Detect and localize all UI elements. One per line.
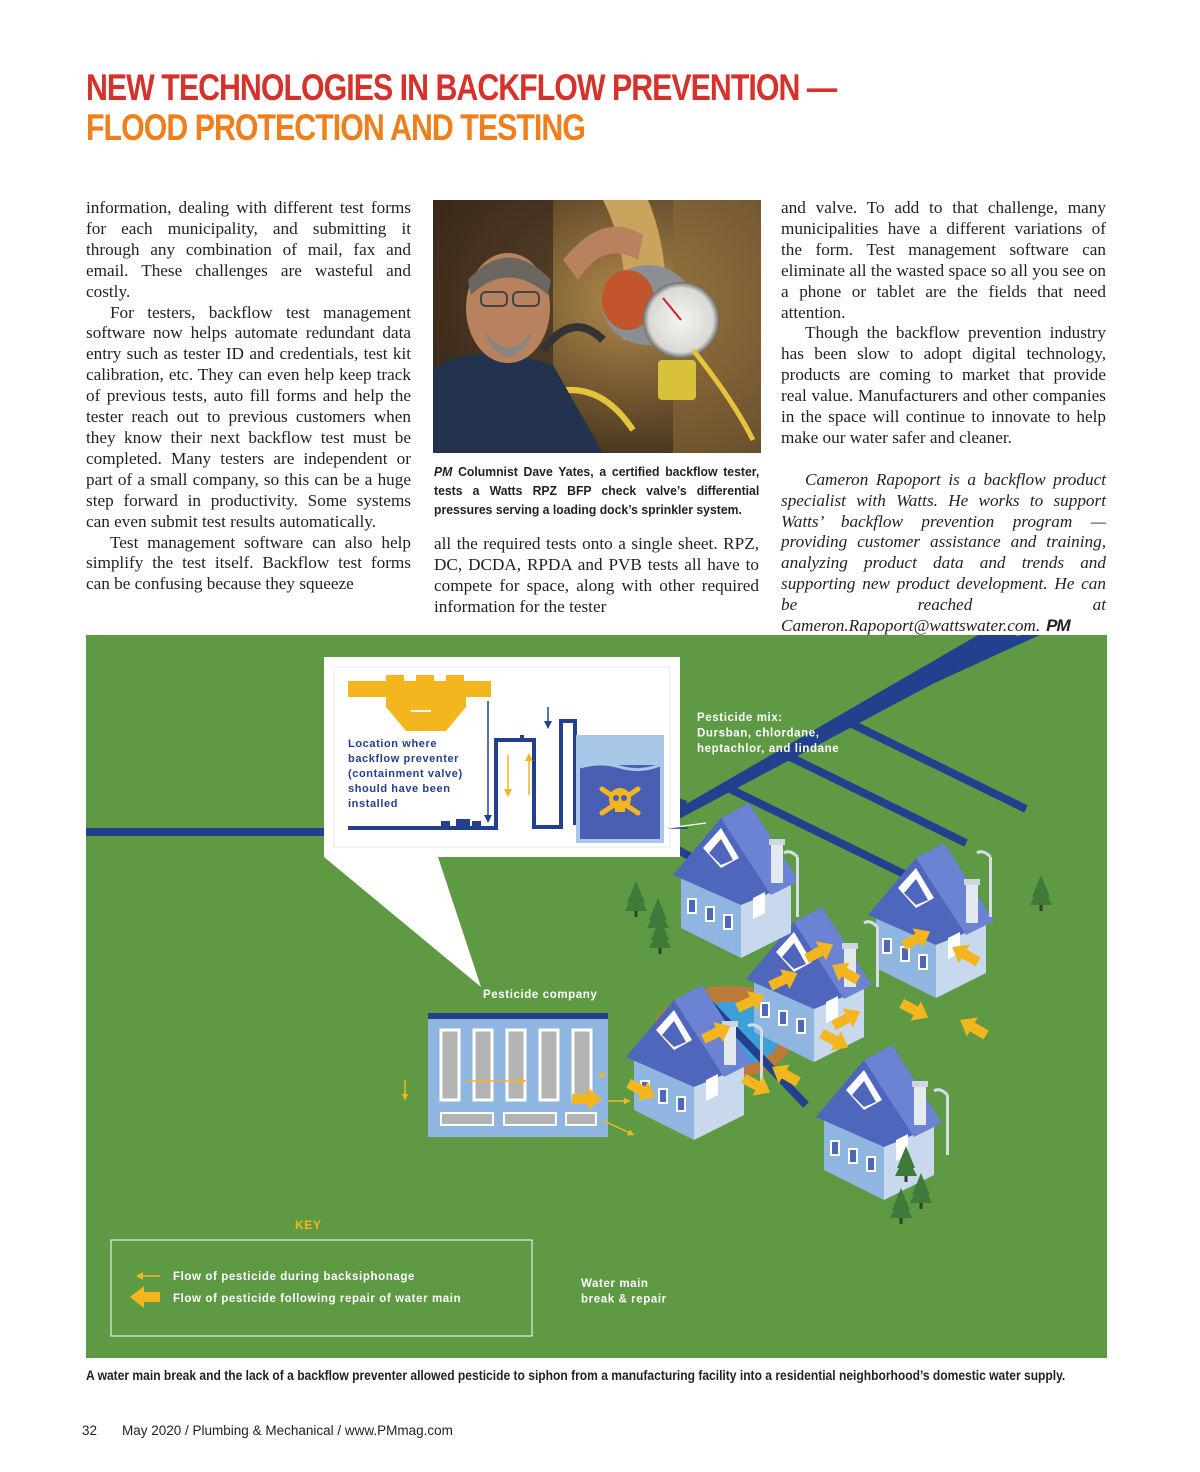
headline bbox=[86, 68, 836, 148]
pesticide-mix-label: heptachlor, and lindane bbox=[697, 743, 840, 755]
column3-paragraph-2: Though the backflow prevention industry has been slow to adopt digital technology, products are coming to market that provide real value. Manufacturers and other companies in the space will continue to innovate to help make our water safer and cleaner. bbox=[781, 323, 1106, 447]
figure-caption: A water main break and the lack of a backflow preventer allowed pesticide to siphon from a manufacturing facility into a residential neighborhood’s domestic water supply. bbox=[86, 1368, 1066, 1383]
column1-paragraph-3: Test management software can also help simplify the test itself. Backflow test forms can be confusing because they squeeze bbox=[86, 532, 411, 594]
pm-end-mark: PM bbox=[1046, 616, 1070, 636]
water-main-break-label: Water main bbox=[581, 1278, 649, 1290]
inset-label-line: backflow preventer bbox=[348, 753, 460, 765]
column1-paragraph-1: information, dealing with different test forms for each municipality, and submitting it through any combination of mail, fax and email. These challenges are wasteful and costly. bbox=[86, 198, 411, 301]
pesticide-mix-label: Dursban, chlordane, bbox=[697, 727, 820, 740]
pesticide-company-building bbox=[428, 1013, 608, 1137]
backflow-diagram bbox=[86, 635, 1107, 1358]
article-column-1 bbox=[86, 198, 411, 595]
page-footer bbox=[82, 1423, 453, 1438]
inset-label-line: Location where bbox=[348, 738, 438, 750]
page-number: 32 bbox=[82, 1423, 98, 1438]
water-main-break-label: break & repair bbox=[581, 1293, 667, 1306]
inset-label-line: (containment valve) bbox=[348, 768, 463, 780]
article-column-3 bbox=[781, 198, 1106, 637]
footer-publication: May 2020 / Plumbing & Mechanical / www.PMmag.com bbox=[122, 1423, 453, 1438]
inset-label-line: should have been bbox=[348, 783, 451, 795]
key-item-after-repair: Flow of pesticide following repair of water main bbox=[173, 1293, 462, 1305]
article-column-2 bbox=[434, 534, 759, 618]
photo-caption bbox=[434, 462, 759, 519]
headline-line-1: NEW TECHNOLOGIES IN BACKFLOW PREVENTION — bbox=[86, 67, 837, 108]
key-item-backsiphonage: Flow of pesticide during backsiphonage bbox=[173, 1271, 415, 1283]
column1-paragraph-2: For testers, backflow test management software now helps automate redundant data entry such as tester ID and credentials, test kit calibration, etc. They can even help keep track of previous tests, auto fill forms and help the tester reach out to previous customers when they know their next backflow test must be completed. Many testers are independent or part of a small company, so this can be a huge step forward in productivity. Some systems can even submit test results automatically. bbox=[86, 302, 411, 531]
key-title: KEY bbox=[295, 1218, 322, 1232]
author-bio bbox=[781, 470, 1106, 637]
inset-label-line: installed bbox=[348, 798, 399, 810]
column2-paragraph-1: all the required tests onto a single sheet. RPZ, DC, DCDA, RPDA and PVB tests all have to compete for space, along with other required information for the tester bbox=[434, 534, 759, 616]
tester-photo bbox=[433, 200, 761, 453]
column3-paragraph-1: and valve. To add to that challenge, many municipalities have a different variations of the form. Test management software can eliminate all the wasted space so all you see on a phone or tablet are the fields that need attention. bbox=[781, 198, 1106, 322]
pesticide-company-label: Pesticide company bbox=[483, 989, 598, 1001]
photo-caption-lead: PM bbox=[434, 464, 453, 479]
pesticide-mix-label: Pesticide mix: bbox=[697, 712, 783, 724]
author-bio-text: Cameron Rapoport is a backflow product specialist with Watts. He works to support Watts’ backflow prevention program — providing customer assistance and training, analyzing product data and trends and supporting new product development. He can be reached at Cameron.Rapoport@wattswater.com. bbox=[781, 469, 1106, 636]
photo-caption-text: Columnist Dave Yates, a certified backflow tester, tests a Watts RPZ BFP check valve’s differential pressures serving a loading dock’s sprinkler system. bbox=[434, 464, 760, 517]
headline-line-2: FLOOD PROTECTION AND TESTING bbox=[86, 107, 585, 148]
inset-diagram bbox=[324, 657, 688, 857]
